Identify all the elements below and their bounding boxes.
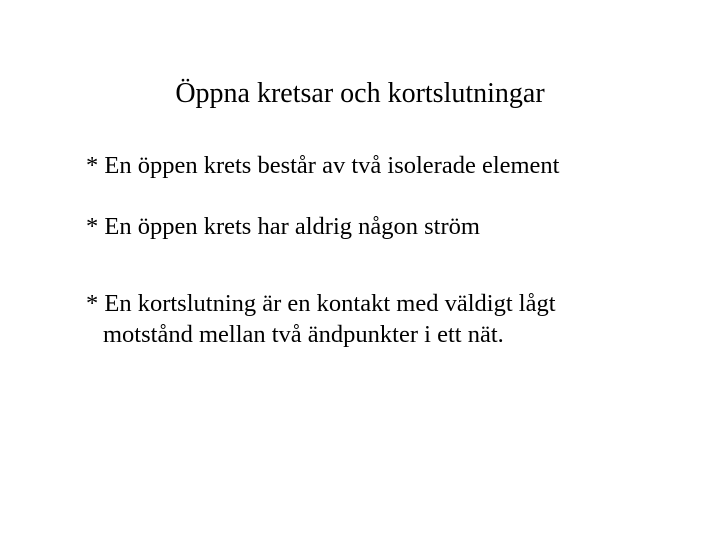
bullet-text-continuation: motstånd mellan två ändpunkter i ett nät. (103, 321, 504, 348)
bullet-item (86, 211, 480, 242)
bullet-item (86, 288, 556, 350)
bullet-item (86, 150, 560, 181)
bullet-text: * En kortslutning är en kontakt med väldigt lågt (86, 290, 556, 317)
bullet-text: * En öppen krets består av två isolerade element (86, 152, 560, 179)
bullet-text: * En öppen krets har aldrig någon ström (86, 213, 480, 240)
slide-title: Öppna kretsar och kortslutningar (175, 78, 545, 109)
